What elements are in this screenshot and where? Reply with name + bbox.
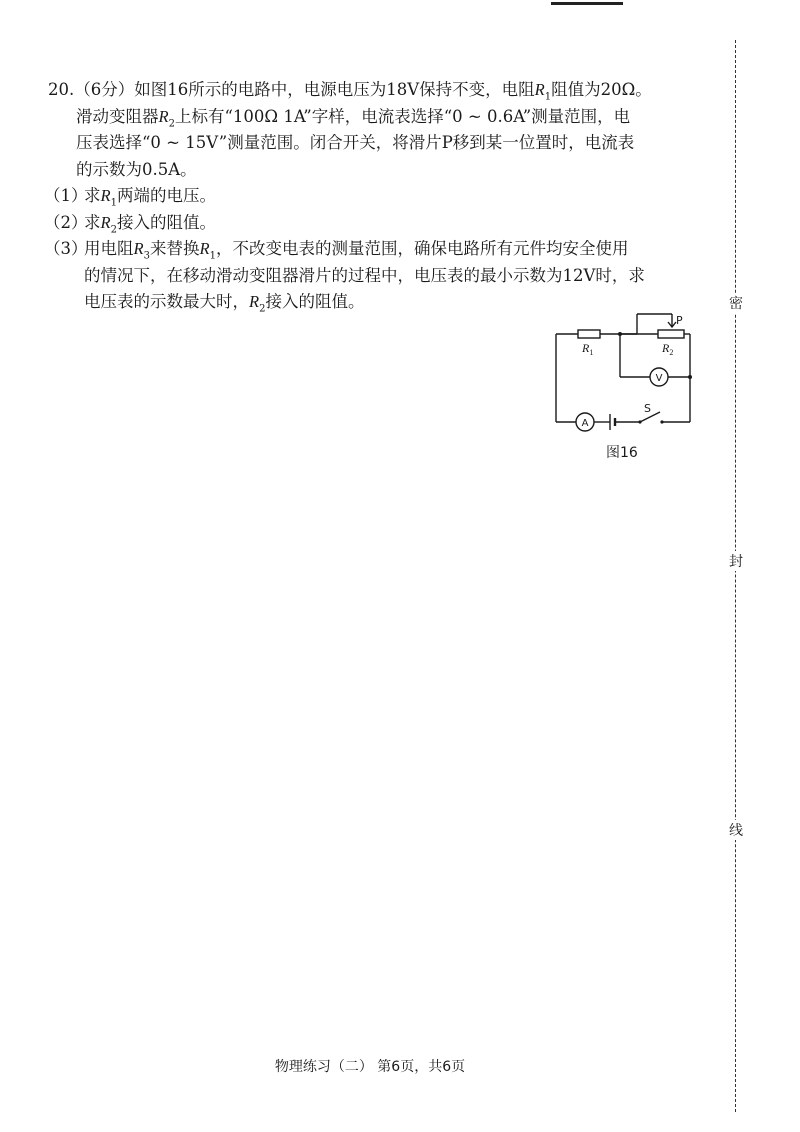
variable-r: R bbox=[199, 239, 210, 258]
figure-caption: 图16 bbox=[606, 445, 638, 461]
binding-char-feng: 封 bbox=[727, 551, 745, 571]
sub-question-text bbox=[84, 183, 216, 210]
junction-dot bbox=[618, 332, 622, 336]
question-text: 接入的阻值。 bbox=[116, 212, 216, 232]
binding-dashed-line bbox=[735, 40, 736, 1112]
subscript: 3 bbox=[143, 250, 150, 262]
question-text: 用电阻 bbox=[84, 239, 134, 258]
subscript: 2 bbox=[259, 303, 266, 315]
page-footer: 物理练习（二） 第6页，共6页 bbox=[274, 1059, 466, 1075]
resistor-r1-symbol bbox=[578, 330, 600, 338]
switch-contact bbox=[660, 420, 663, 423]
label-voltmeter: V bbox=[655, 373, 663, 384]
label-r1: $R_1$ bbox=[582, 341, 594, 357]
subscript: 1 bbox=[544, 91, 552, 103]
question-text: 滑动变阻器 bbox=[76, 106, 159, 126]
resistor-r2-symbol bbox=[658, 330, 684, 338]
variable-r: R bbox=[100, 212, 111, 232]
variable-r: R bbox=[158, 106, 169, 126]
question-line-4: 的示数为0.5A。 bbox=[76, 159, 197, 179]
question-line-1 bbox=[48, 77, 708, 104]
sub-question-3-line-2: 的情况下，在移动滑动变阻器滑片的过程中，电压表的最小示数为12V时，求 bbox=[84, 265, 645, 285]
variable-r: R bbox=[534, 80, 545, 99]
junction-dot bbox=[688, 375, 692, 379]
subscript: 1 bbox=[209, 250, 216, 262]
sub-question-number: （3） bbox=[44, 239, 88, 258]
binding-char-mi: 密 bbox=[727, 293, 745, 313]
question-text: 接入的阻值。 bbox=[265, 292, 365, 311]
subscript: 2 bbox=[110, 223, 117, 235]
sub-question-number: （2） bbox=[44, 212, 88, 232]
top-scan-mark bbox=[551, 2, 623, 5]
label-ammeter: A bbox=[581, 418, 589, 429]
subscript: 1 bbox=[110, 197, 117, 209]
question-text: 20.（6分）如图16所示的电路中，电源电压为18V保持不变，电阻 bbox=[48, 80, 535, 99]
question-text: ，不改变电表的测量范围，确保电路所有元件均安全使用 bbox=[215, 239, 629, 258]
circuit-diagram bbox=[548, 312, 698, 462]
binding-char-xian: 线 bbox=[727, 820, 745, 840]
sub-question-text bbox=[84, 210, 216, 237]
sub-question-3 bbox=[44, 236, 708, 263]
subscript: 2 bbox=[168, 117, 175, 129]
label-switch: S bbox=[644, 402, 651, 415]
question-text: 来替换 bbox=[149, 239, 200, 258]
variable-r: R bbox=[133, 239, 144, 258]
label-r2: $R_2$ bbox=[662, 341, 674, 357]
question-text: 电压表的示数最大时， bbox=[84, 292, 249, 311]
label-p: P bbox=[676, 314, 683, 327]
question-text: 两端的电压。 bbox=[116, 186, 216, 205]
switch-contact bbox=[638, 420, 641, 423]
sub-question-number: （1） bbox=[44, 186, 88, 205]
variable-r: R bbox=[249, 292, 260, 311]
question-text: 求 bbox=[84, 186, 101, 205]
circuit-svg bbox=[548, 312, 698, 452]
question-text: 求 bbox=[84, 212, 101, 232]
variable-r: R bbox=[100, 186, 111, 205]
question-20 bbox=[44, 77, 708, 316]
sub-question-1 bbox=[44, 183, 708, 210]
sub-question-2 bbox=[44, 210, 708, 237]
question-line-2 bbox=[48, 104, 708, 131]
question-text: 阻值为20Ω。 bbox=[551, 80, 652, 99]
sub-question-text bbox=[84, 236, 628, 263]
question-text: 上标有“100Ω 1A”字样，电流表选择“0 ~ 0.6A”测量范围，电 bbox=[174, 106, 631, 126]
question-line-3: 压表选择“0 ~ 15V”测量范围。闭合开关，将滑片P移到某一位置时，电流表 bbox=[76, 133, 635, 152]
